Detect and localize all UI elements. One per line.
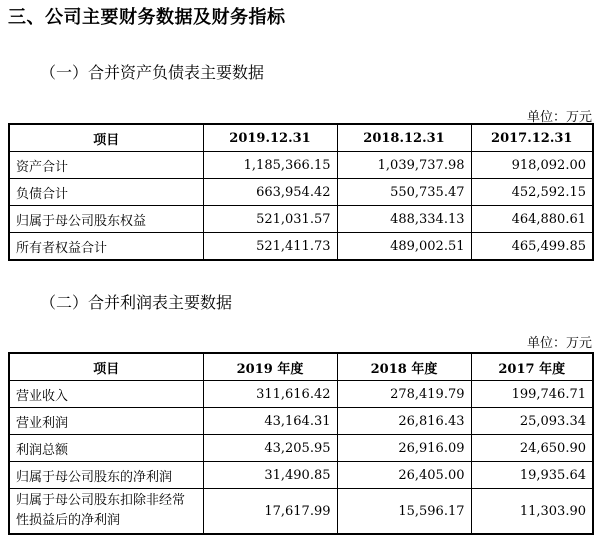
cell-value: 452,592.15 [471,179,593,206]
row-label: 营业收入 [9,381,203,408]
income-statement-table [8,352,594,535]
cell-value: 15,596.17 [337,489,471,535]
table-row [9,489,593,535]
cell-value: 465,499.85 [471,233,593,261]
cell-value: 464,880.61 [471,206,593,233]
cell-value: 17,617.99 [203,489,337,535]
cell-value: 43,205.95 [203,435,337,462]
cell-value: 1,185,366.15 [203,152,337,179]
cell-value: 24,650.90 [471,435,593,462]
cell-value: 1,039,737.98 [337,152,471,179]
table-header-row [9,124,593,152]
row-label: 归属于母公司股东扣除非经常性损益后的净利润 [9,489,203,535]
balance-unit-label: 单位：万元 [526,110,592,125]
income-unit-label: 单位：万元 [526,336,592,351]
cell-value: 521,411.73 [203,233,337,261]
table-header-row [9,353,593,381]
cell-value: 278,419.79 [337,381,471,408]
cell-value: 489,002.51 [337,233,471,261]
section-title: 三、公司主要财务数据及财务指标 [8,7,286,28]
cell-value: 11,303.90 [471,489,593,535]
table-row [9,152,593,179]
cell-value: 25,093.34 [471,408,593,435]
table-row [9,462,593,489]
cell-value: 43,164.31 [203,408,337,435]
row-label: 利润总额 [9,435,203,462]
row-label: 负债合计 [9,179,203,206]
header-period: 2019 年度 [203,353,337,381]
balance-sheet-title: （一）合并资产负债表主要数据 [40,63,265,82]
cell-value: 26,916.09 [337,435,471,462]
header-period: 2018 年度 [337,353,471,381]
header-period: 2017 年度 [471,353,593,381]
cell-value: 311,616.42 [203,381,337,408]
income-statement-title: （二）合并利润表主要数据 [40,293,233,312]
cell-value: 26,405.00 [337,462,471,489]
cell-value: 918,092.00 [471,152,593,179]
cell-value: 199,746.71 [471,381,593,408]
header-period: 2019.12.31 [203,124,337,152]
table-row [9,408,593,435]
table-row [9,233,593,261]
cell-value: 550,735.47 [337,179,471,206]
table-row [9,435,593,462]
header-period: 2018.12.31 [337,124,471,152]
table-row [9,381,593,408]
row-label: 营业利润 [9,408,203,435]
header-period: 2017.12.31 [471,124,593,152]
row-label: 归属于母公司股东权益 [9,206,203,233]
table-row [9,179,593,206]
header-item: 项目 [9,124,203,152]
balance-sheet-table [8,123,594,261]
row-label: 归属于母公司股东的净利润 [9,462,203,489]
cell-value: 31,490.85 [203,462,337,489]
row-label: 资产合计 [9,152,203,179]
cell-value: 663,954.42 [203,179,337,206]
table-row [9,206,593,233]
cell-value: 26,816.43 [337,408,471,435]
cell-value: 19,935.64 [471,462,593,489]
cell-value: 488,334.13 [337,206,471,233]
cell-value: 521,031.57 [203,206,337,233]
row-label: 所有者权益合计 [9,233,203,261]
header-item: 项目 [9,353,203,381]
